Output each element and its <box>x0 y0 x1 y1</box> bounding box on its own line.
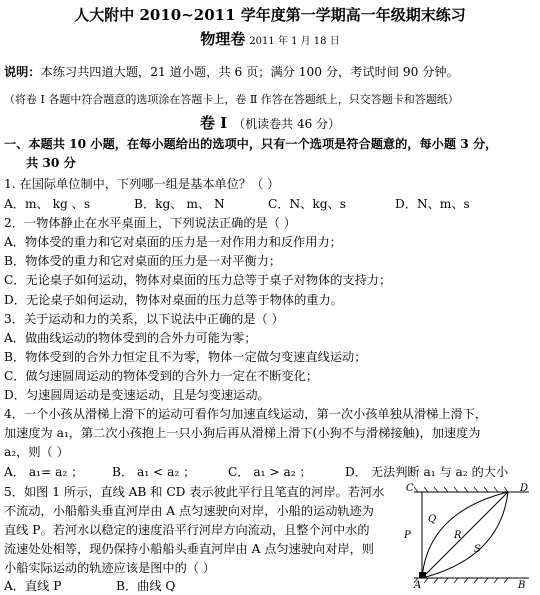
instructions-text: 本练习共四道大题，21 道小题，共 6 页；满分 100 分，考试时间 90 分钟。 <box>40 65 459 79</box>
q3-option-b: B．物体受到的合外力恒定且不为零，物体一定做匀变速直线运动； <box>4 350 367 364</box>
label-b: B <box>518 580 526 590</box>
q1-option-b: B．kg、 m、 N <box>134 197 225 211</box>
q2-stem: 2．一物体静止在水平桌面上，下列说法正确的是（ ） <box>4 216 296 230</box>
label-q: Q <box>428 514 437 525</box>
q4-option-b: B． a₁ < a₂ ； <box>112 465 196 479</box>
q3-option-c: C．做匀速圆周运动的物体受到的合外力一定在不断变化； <box>4 369 319 383</box>
part1-line2: 共 30 分 <box>26 156 76 170</box>
label-c: C <box>406 483 414 494</box>
exam-subtitle <box>0 28 540 49</box>
q5-line3: 直线 P。若河水以稳定的速度沿平行河岸方向流动，且整个河中水的 <box>4 523 370 537</box>
q4-line2: 加速度为 a₁，第二次小孩抱上一只小狗后再从滑梯上滑下(小狗不与滑梯接触)，加速度为 <box>4 426 481 440</box>
section-heading <box>0 112 540 133</box>
q1-option-a: A．m、 kg 、s <box>4 197 91 211</box>
part1-line1: 一、本题共 10 小题，在每小题给出的选项中，只有一个选项是符合题意的，每小题 3 分， <box>4 137 498 151</box>
river-diagram <box>404 482 534 590</box>
exam-title: 人大附中 2010~2011 学年度第一学期高一年级期末练习 <box>74 6 466 24</box>
exam-date: 2011 年 1 月 18 日 <box>249 36 340 47</box>
q4-line3: a₂，则（ ） <box>4 445 69 459</box>
subject-title: 物理卷 <box>200 30 246 48</box>
path-r <box>422 492 508 578</box>
q5-line1: 5．如图 1 所示，直线 AB 和 CD 表示彼此平行且笔直的河岸。若河水 <box>4 485 385 499</box>
q2-option-c: C．无论桌子如何运动，物体对桌面的压力总等于桌子对物体的支持力； <box>4 273 392 287</box>
bank-ab-hatch <box>414 578 508 583</box>
q5-line4: 流速处处相等，现仍保持小船船头垂直河岸由 A 点匀速驶向对岸，则 <box>4 542 374 556</box>
instructions <box>4 64 459 80</box>
q4-line1: 4．一个小孩从滑梯上滑下的运动可看作匀加速直线运动，第一次小孩单独从滑梯上滑下， <box>4 407 488 421</box>
q5-option-a: A．直线 P <box>4 579 62 593</box>
q1-stem: 1. 在国际单位制中，下列哪一组是基本单位？（ ） <box>4 177 280 191</box>
q2-option-a: A．物体受的重力和它对桌面的压力是一对作用力和反作用力； <box>4 235 342 249</box>
q3-stem: 3．关于运动和力的关系，以下说法中正确的是（ ） <box>4 312 284 326</box>
q1-option-c: C．N、kg、s <box>268 197 346 211</box>
q4-option-d: D． 无法判断 a₁ 与 a₂ 的大小 <box>345 465 509 479</box>
q5-line2: 不流动，小船船头垂直河岸由 A 点匀速驶向对岸，小船的运动轨迹为 <box>4 504 374 518</box>
section-subtitle: （机读卷共 46 分） <box>233 117 341 131</box>
q1-option-d: D．N、m、s <box>395 197 470 211</box>
section-title: 卷 Ⅰ <box>199 114 228 132</box>
label-a: A <box>414 580 422 590</box>
q4-option-c: C． a₁ > a₂ ； <box>228 465 312 479</box>
instructions-label: 说明： <box>4 65 41 79</box>
q2-option-d: D．无论桌子如何运动，物体对桌面的压力总等于物体的重力。 <box>4 293 343 307</box>
q3-option-a: A．做曲线运动的物体受到的合外力可能为零； <box>4 331 257 345</box>
label-s: S <box>474 544 481 555</box>
label-p: P <box>404 530 411 541</box>
q3-option-d: D．匀速圆周运动是变速运动，且是匀变速运动。 <box>4 388 270 402</box>
label-r: R <box>454 530 462 541</box>
q5-line5: 小船实际运动的轨迹应该是图中的（ ） <box>4 561 216 575</box>
q2-option-b: B．物体受的重力和它对桌面的压力是一对平衡力； <box>4 254 282 268</box>
answer-note: （将卷 Ⅰ 各题中符合题意的选项涂在答题卡上，卷 Ⅱ 作答在答题纸上，只交答题卡和答题纸） <box>4 93 459 106</box>
q5-option-b: B．曲线 Q <box>116 579 176 593</box>
bank-cd-hatch <box>414 487 508 492</box>
boat-marker <box>419 572 426 578</box>
q4-option-a: A． a₁= a₂ ； <box>4 465 84 479</box>
label-d: D <box>520 483 529 494</box>
